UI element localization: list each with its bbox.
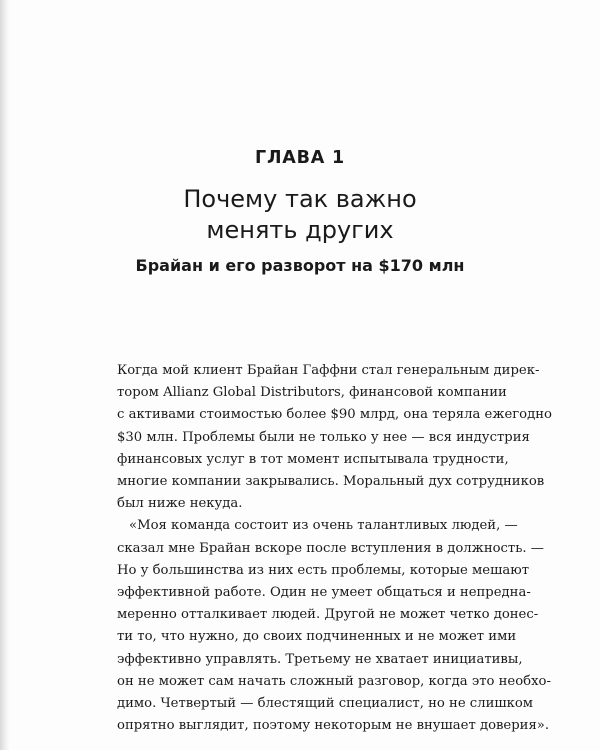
text-line: был ниже некуда. — [117, 496, 243, 512]
chapter-title-line: менять других — [206, 216, 394, 244]
text-line: $30 млн. Проблемы были не только у нее — вся индустрия — [117, 429, 530, 445]
text-line: эффективной работе. Один не умеет общаться и непредна- — [117, 585, 531, 601]
text-line: многие компании закрывались. Моральный дух сотрудников — [117, 474, 545, 490]
chapter-label: ГЛАВА 1 — [255, 148, 345, 168]
text-line: опрятно выглядит, поэтому некоторым не внушает доверия». — [117, 718, 550, 734]
text-line: он не может сам начать сложный разговор, когда это необхо- — [117, 673, 551, 689]
paragraph — [117, 360, 552, 515]
chapter-title-line: Почему так важно — [183, 185, 417, 213]
text-line: меренно отталкивает людей. Другой не может четко донес- — [117, 607, 539, 623]
text-line: Когда мой клиент Брайан Гаффни стал генеральным дирек- — [117, 363, 540, 378]
body-text — [117, 360, 552, 737]
text-line: эффективно управлять. Третьему не хватает инициативы, — [117, 651, 523, 667]
paragraph — [117, 515, 551, 737]
text-line: «Моя команда состоит из очень талантливых людей, — — [129, 518, 518, 534]
chapter-subtitle: Брайан и его разворот на $170 млн — [135, 256, 465, 275]
page-spine-shadow — [0, 0, 10, 750]
text-line: ти то, что нужно, до своих подчиненных и не может ими — [117, 629, 517, 645]
text-line: Но у большинства из них есть проблемы, которые мешают — [117, 562, 529, 578]
text-line: сказал мне Брайан вскоре после вступления в должность. — — [117, 540, 544, 556]
text-line: димо. Четвертый — блестящий специалист, но не слишком — [117, 696, 534, 712]
text-line: финансовых услуг в тот момент испытывала трудности, — [117, 451, 509, 467]
chapter-title — [0, 184, 600, 246]
text-line: тором Allianz Global Distributors, финансовой компании — [117, 385, 507, 401]
text-line: с активами стоимостью более $90 млрд, она теряла ежегодно — [117, 407, 552, 423]
